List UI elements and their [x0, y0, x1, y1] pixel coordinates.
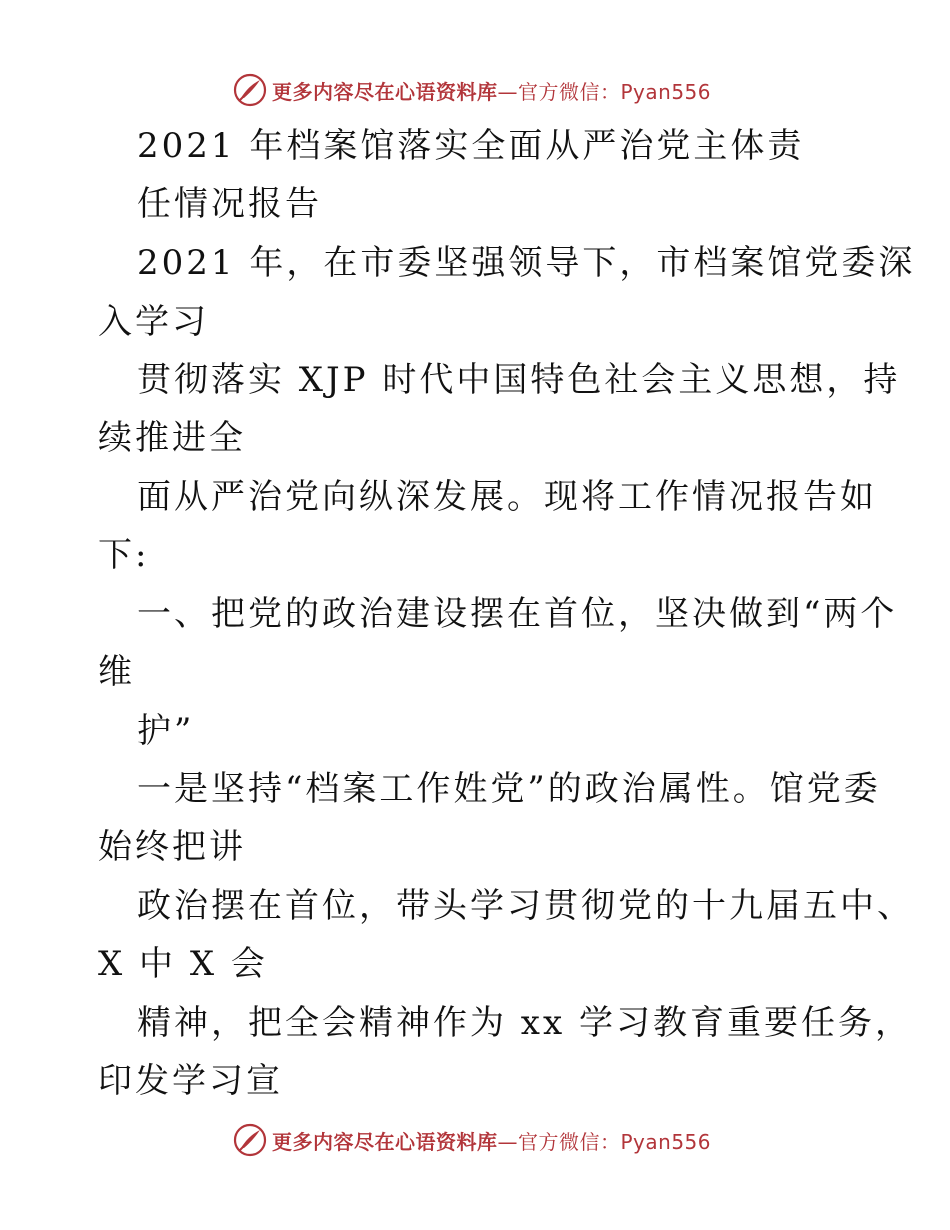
quill-seal-icon	[232, 1122, 268, 1158]
watermark-footer	[232, 1120, 711, 1160]
paragraph-line: X 中 X 会	[98, 944, 268, 984]
paragraph-line: 面从严治党向纵深发展。现将工作情况报告如	[137, 477, 877, 517]
title-line-2: 任情况报告	[137, 184, 322, 224]
watermark-text: 更多内容尽在心语资料库—官方微信：Pyan556	[272, 1129, 712, 1154]
paragraph-line: 贯彻落实 XJP 时代中国特色社会主义思想，持	[137, 360, 901, 400]
section-heading-line: 维	[98, 652, 135, 692]
paragraph-line: 精神，把全会精神作为 xx 学习教育重要任务，	[137, 1003, 912, 1043]
paragraph-line: 政治摆在首位，带头学习贯彻党的十九届五中、	[137, 886, 914, 926]
paragraph-line: 2021 年，在市委坚强领导下，市档案馆党委深	[137, 243, 916, 283]
title-line-1: 2021 年档案馆落实全面从严治党主体责	[137, 126, 805, 166]
watermark-header	[232, 70, 711, 110]
paragraph-line: 入学习	[98, 302, 209, 342]
paragraph-line: 续推进全	[98, 418, 246, 458]
section-heading-line: 一、把党的政治建设摆在首位，坚决做到“两个	[137, 594, 898, 634]
paragraph-line: 下:	[98, 535, 150, 575]
paragraph-line: 一是坚持“档案工作姓党”的政治属性。馆党委	[137, 769, 881, 809]
paragraph-line: 印发学习宣	[98, 1061, 283, 1101]
section-heading-line: 护”	[137, 711, 195, 751]
watermark-text: 更多内容尽在心语资料库—官方微信：Pyan556	[272, 79, 712, 104]
quill-seal-icon	[232, 72, 268, 108]
paragraph-line: 始终把讲	[98, 827, 246, 867]
